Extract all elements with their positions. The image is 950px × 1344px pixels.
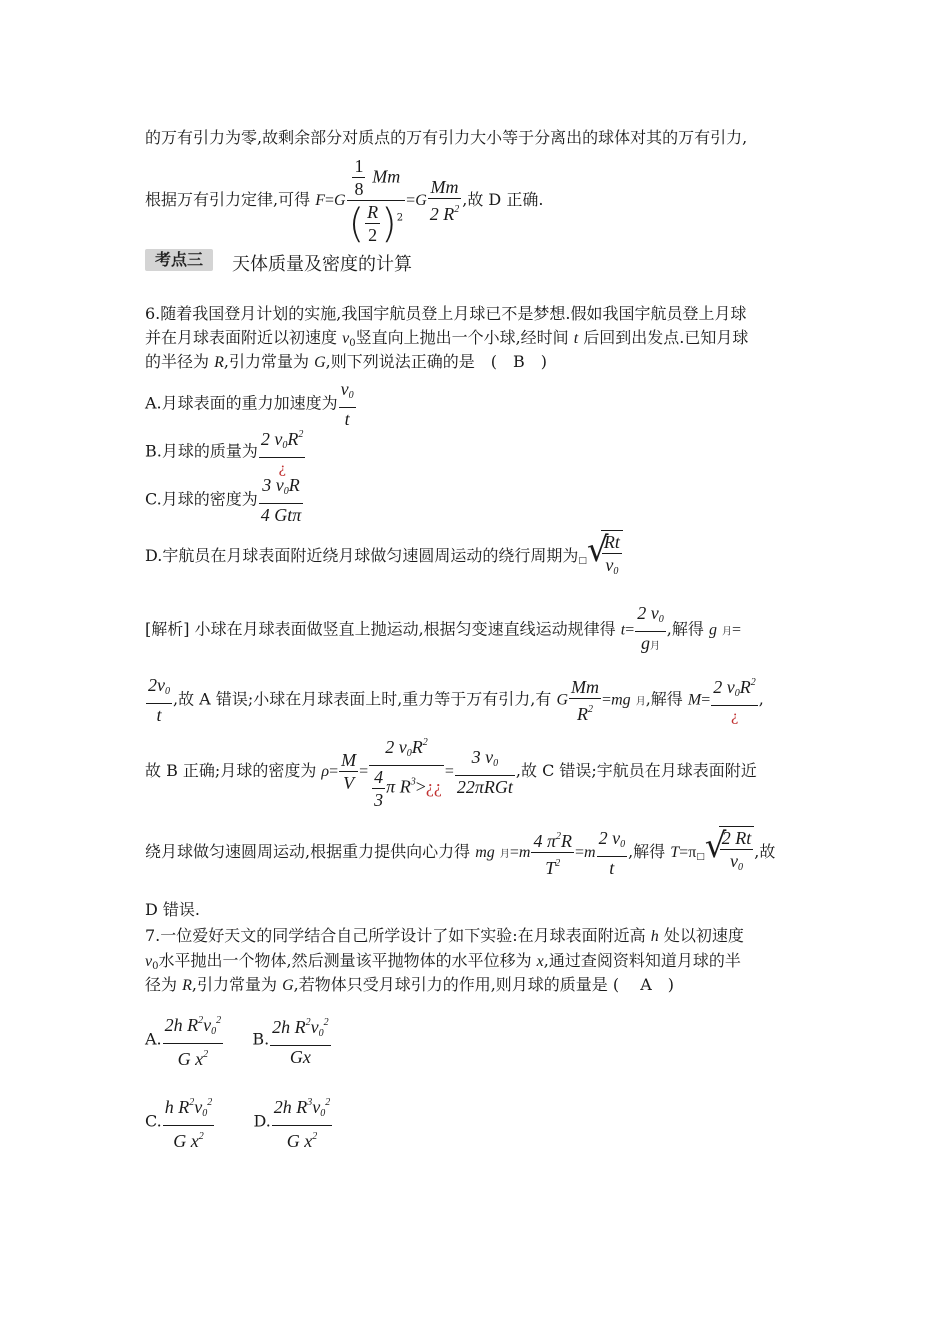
section-badge: 考点三	[145, 249, 213, 271]
fraction-M-over-V: $\frac{M}{V}$	[341, 750, 357, 793]
q6-analysis-line2: $\frac{2v_0}{t}$ ,故 A 错误;小球在月球表面上时,重力等于万有引力,有 G $\frac{Mm}{R^2}$ =mg 月,解得 M= $\frac{2 v_0R^2}{¿}$ ,	[145, 672, 764, 728]
prev-solution-line2-prefix: 根据万有引力定律,可得	[145, 190, 316, 209]
q6-analysis-line1: [解析] 小球在月球表面做竖直上抛运动,根据匀变速直线运动规律得 t= $\frac{2 v_0}{\text{g月}}$ ,解得 g 月=	[145, 602, 741, 658]
q7-option-b-fraction: $\frac{2h R^2v_0^2}{Gx}$	[270, 1012, 331, 1068]
fraction-R-over-2: $\frac{R}{2}$	[367, 202, 379, 245]
q7-option-c-fraction: $\frac{h R^2v_0^2}{G x^2}$	[163, 1092, 215, 1152]
fraction-4-over-3: $\frac{4}{3}$	[374, 767, 384, 810]
prev-solution-line2-suffix: ,故 D 正确.	[462, 190, 544, 209]
prev-solution-line1: 的万有引力为零,故剩余部分对质点的万有引力大小等于分离出的球体对其的万有引力,	[145, 128, 748, 147]
fraction-4pi2R-over-T2: $\frac{4 \pi^2R}{T^2}$	[531, 826, 574, 879]
missing-glyph-box: □	[578, 556, 587, 566]
q6-analysis-line3: 故 B 正确;月球的密度为 ρ= $\frac{M}{V}$ = 2 $v_0R^2$ $\frac{4}{3}$ π $R^3>¿¿$ = $\frac{3 v_0}{\text{22πRGt}}$ ,故 C 错误;宇航员在月球表面附近	[145, 732, 757, 811]
q6-option-a: A.月球表面的重力加速度为 $\frac{v_0}{t}$	[145, 379, 354, 429]
fraction-v0-over-t: $\frac{v_0}{t}$	[340, 379, 354, 429]
fraction-3v0R-over-4Gtpi: $\frac{3 v_0R}{\text{4 Gtπ}}$	[260, 475, 302, 525]
fraction-2v0R2-over-inv-analysis: $\frac{2 v_0R^2}{¿}$	[711, 672, 758, 728]
q7-options-cd: C. $\frac{h R^2v_0^2}{G x^2}$ D. $\frac{2h R^3v_0^2}{G x^2}$	[145, 1092, 333, 1152]
fraction-2v0-over-g: $\frac{2 v_0}{\text{g月}}$	[637, 603, 664, 653]
fraction-3v0-over-2piRGt: $\frac{3 v_0}{\text{22πRGt}}$	[456, 746, 513, 797]
fraction-2v0R2-over-inv: $\frac{2 v_0R^2}{¿}$	[259, 424, 306, 480]
q7-option-d-fraction: $\frac{2h R^3v_0^2}{G x^2}$	[272, 1092, 333, 1152]
q6-option-c: C.月球的密度为 $\frac{3 v_0R}{\text{4 Gtπ}}$	[145, 475, 302, 525]
fraction-Mm-over-R2: $\frac{Mm}{R^2}$	[571, 676, 600, 724]
fraction-density-expanded: 2 $v_0R^2$ $\frac{4}{3}$ π $R^3>¿¿$	[369, 732, 444, 811]
q7-line3: 径为 R,引力常量为 G,若物体只受月球引力的作用,则月球的质量是 ( A )	[145, 975, 675, 994]
fraction-2v0-over-t-centripetal: $\frac{2 v_0}{t}$	[598, 827, 626, 878]
symbol-G: G	[334, 192, 346, 209]
symbol-F: F	[315, 192, 325, 209]
sqrt-2Rt-over-v0: √ $\frac{2 Rt}{v_0}$	[705, 826, 755, 879]
q6-analysis-line5: D 错误.	[145, 900, 201, 919]
fraction-one-eighth: $\frac{1}{8}$	[354, 156, 364, 199]
q7-line2: $v_0$水平抛出一个物体,然后测量该平抛物体的水平位移为 x,通过查阅资料知道月球的半	[145, 951, 741, 972]
q6-line2: 并在月球表面附近以初速度 $v_0$竖直向上抛出一个小球,经时间 t 后回到出发点.已知月球	[145, 328, 749, 349]
q6-line1: 6.随着我国登月计划的实施,我国宇航员登上月球已不是梦想.假如我国宇航员登上月球	[145, 304, 747, 323]
q7-line1: 7.一位爱好天文的同学结合自己所学设计了如下实验:在月球表面附近高 h 处以初速度	[145, 926, 744, 945]
q6-analysis-line4: 绕月球做匀速圆周运动,根据重力提供向心力得 mg 月=m $\frac{4 \pi^2R}{T^2}$ =m $\frac{2 v_0}{t}$ ,解得 T=π□ √ $\frac{2 Rt}{v_0}$ ,故	[145, 826, 776, 878]
fraction-2v0-over-t: $\frac{2v_0}{t}$	[148, 675, 170, 725]
prev-solution-line2: 根据万有引力定律,可得 F=G $\frac{1}{8}$ Mm ( $\frac{R}{2}$ )$^2$ =G $\frac{Mm}{2 R^2}$ ,故 D 正确.	[145, 156, 544, 247]
fraction-Mm-over-2R2: $\frac{Mm}{2 R^2}$	[429, 177, 460, 224]
section-title: 天体质量及密度的计算	[232, 254, 412, 275]
q7-option-a-fraction: $\frac{2h R^2v_0^2}{G x^2}$	[163, 1010, 224, 1070]
q6-line3: 的半径为 R,引力常量为 G,则下列说法正确的是 ( B )	[145, 352, 547, 371]
sqrt-Rt-over-v0: √ $\frac{Rt}{v_0}$	[587, 530, 623, 583]
q7-options-ab: A. $\frac{2h R^2v_0^2}{G x^2}$ B. $\frac{2h R^2v_0^2}{Gx}$	[145, 1010, 332, 1070]
equals-sign: =	[324, 192, 334, 209]
q6-option-d: D.宇航员在月球表面附近绕月球做匀速圆周运动的绕行周期为□ √ $\frac{Rt}{v_0}$	[145, 530, 623, 584]
q6-option-b: B.月球的质量为 $\frac{2 v_0R^2}{¿}$	[145, 424, 306, 480]
fraction-gravity-piece: $\frac{1}{8}$ Mm ( $\frac{R}{2}$ )$^2$	[348, 156, 404, 247]
